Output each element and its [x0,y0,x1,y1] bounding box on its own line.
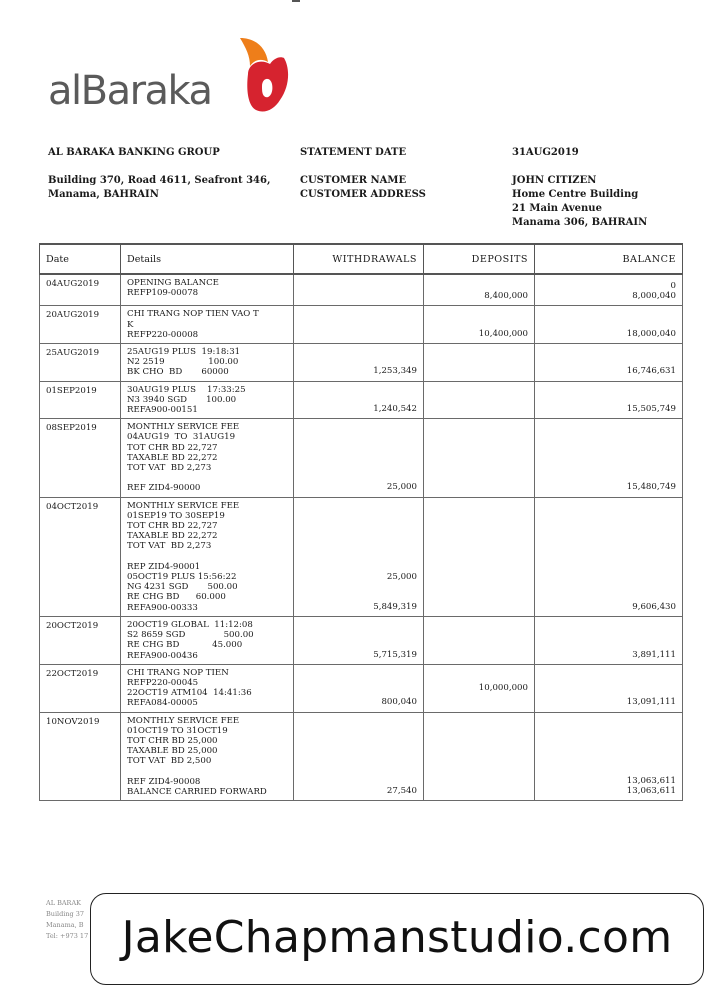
balance-value: 0 [670,281,676,291]
detail-line: REFP109-00078 [127,288,199,299]
detail-line: TAXABLE BD 22,272 [127,531,218,542]
cell-balance [535,497,683,616]
cell-date: 04OCT2019 [40,497,121,616]
cell-balance [535,419,683,497]
footer-line: Tel: +973 17 [46,932,89,940]
detail-line: MONTHLY SERVICE FEE [127,422,240,433]
detail-line: NG 4231 SGD 500.00 [127,582,238,593]
detail-line: 30AUG19 PLUS 17:33:25 [127,384,246,395]
balance-value: 15,505,749 [626,404,676,415]
detail-line [127,473,287,483]
detail-line: REFA900-00333 [127,602,198,613]
customer-name-label: CUSTOMER NAME [300,175,407,186]
customer-address-line: 21 Main Avenue [512,203,602,214]
table-row [40,381,683,419]
cell-details [121,712,294,801]
cell-balance [535,616,683,664]
transactions-body [40,274,683,801]
detail-line [127,767,287,777]
cell-withdrawal [294,616,424,664]
withdrawal-value: 1,240,542 [373,404,417,415]
cell-balance [535,306,683,344]
detail-line: TOT VAT BD 2,273 [127,463,212,474]
cell-deposit [424,381,535,419]
cell-date: 01SEP2019 [40,381,121,419]
balance-value: 3,891,111 [632,649,676,660]
cell-details [121,344,294,382]
detail-line: MONTHLY SERVICE FEE [127,715,240,726]
col-header-withdrawals: WITHDRAWALS [294,244,424,274]
transactions-table [39,243,683,801]
bank-footer [46,898,88,942]
balance-value: 18,000,040 [626,328,676,339]
cell-withdrawal [294,381,424,419]
watermark-banner: JakeChapmanstudio.com [90,893,704,985]
bank-name: AL BARAKA BANKING GROUP [48,147,220,158]
table-row [40,306,683,344]
bank-address-line: Building 370, Road 4611, Seafront 346, [48,175,271,186]
cell-deposit [424,344,535,382]
detail-line: TOT CHR BD 25,000 [127,735,218,746]
table-row [40,274,683,306]
withdrawal-value: 800,040 [381,697,417,708]
cell-withdrawal [294,274,424,306]
detail-line: S2 8659 SGD 500.00 [127,630,254,641]
cell-details [121,497,294,616]
cell-balance [535,344,683,382]
cell-withdrawal [294,419,424,497]
cell-details [121,274,294,306]
detail-line: REF ZID4-90000 [127,483,201,494]
cell-deposit [424,616,535,664]
cell-date: 10NOV2019 [40,712,121,801]
detail-line: RE CHG BD 60.000 [127,592,226,603]
cell-withdrawal [294,306,424,344]
statement-date-value: 31AUG2019 [512,147,579,158]
detail-line: RE CHG BD 45.000 [127,640,243,651]
detail-line: 22OCT19 ATM104 14:41:36 [127,688,252,699]
bank-address-line: Manama, BAHRAIN [48,189,159,200]
balance-value: 13,063,611 [626,775,676,786]
balance-value: 16,746,631 [626,366,676,377]
cell-date: 20AUG2019 [40,306,121,344]
cell-withdrawal [294,497,424,616]
detail-line: CHI TRANG NOP TIEN [127,667,229,678]
statement-labels [300,146,500,202]
detail-line: 01OCT19 TO 31OCT19 [127,725,228,736]
balance-value: 9,606,430 [632,601,676,612]
col-header-deposits: DEPOSITS [424,244,535,274]
withdrawal-fee-value: 25,000 [386,571,417,582]
cell-date: 22OCT2019 [40,664,121,712]
cell-deposit: 8,400,000 [424,274,535,306]
cell-details [121,306,294,344]
detail-line: REFA084-00005 [127,698,198,709]
cell-details [121,381,294,419]
detail-line: TOT VAT BD 2,273 [127,541,212,552]
detail-line: MONTHLY SERVICE FEE [127,500,240,511]
withdrawal-value: 25,000 [386,482,417,493]
statement-date-label: STATEMENT DATE [300,147,407,158]
detail-line: REFA900-00436 [127,650,198,661]
cell-balance [535,664,683,712]
detail-line: REFP220-00008 [127,329,199,340]
withdrawal-value: 1,253,349 [373,366,417,377]
table-row [40,344,683,382]
detail-line: TOT CHR BD 22,727 [127,442,218,453]
detail-line: REF ZID4-90008 [127,776,201,787]
cell-date: 04AUG2019 [40,274,121,306]
withdrawal-value: 5,849,319 [373,601,417,612]
cell-withdrawal [294,712,424,801]
cell-details [121,419,294,497]
cell-withdrawal [294,344,424,382]
col-header-details: Details [121,244,294,274]
albaraka-logo [48,34,298,124]
detail-line: TAXABLE BD 25,000 [127,746,218,757]
logo-droplet-icon [226,34,294,118]
cell-details [121,664,294,712]
detail-line: K [127,319,134,330]
cell-date: 20OCT2019 [40,616,121,664]
detail-line: CHI TRANG NOP TIEN VAO T [127,309,259,320]
cell-balance [535,712,683,801]
withdrawal-value: 5,715,319 [373,649,417,660]
cell-deposit [424,497,535,616]
footer-line: Manama, B [46,921,84,929]
customer-address-label: CUSTOMER ADDRESS [300,189,426,200]
detail-line [127,552,287,562]
detail-line: TOT CHR BD 22,727 [127,521,218,532]
detail-line: OPENING BALANCE [127,278,219,288]
detail-line: REP ZID4-90001 [127,561,201,572]
withdrawal-value: 27,540 [386,785,417,796]
detail-line: TOT VAT BD 2,500 [127,756,212,767]
statement-values [512,146,702,230]
cell-withdrawal [294,664,424,712]
detail-line: REFA900-00151 [127,405,198,416]
table-row [40,664,683,712]
balance-value: 8,000,040 [632,291,676,302]
detail-line: 04AUG19 TO 31AUG19 [127,432,236,443]
col-header-balance: BALANCE [535,244,683,274]
logo-wordmark: alBaraka [48,68,212,114]
table-row [40,712,683,801]
col-header-date: Date [40,244,121,274]
footer-line: AL BARAK [46,899,81,907]
footer-line: Building 37 [46,910,85,918]
detail-line: BALANCE CARRIED FORWARD [127,786,267,797]
cell-balance [535,274,683,306]
detail-line: 05OCT19 PLUS 15:56:22 [127,572,237,583]
cell-details [121,616,294,664]
detail-line: TAXABLE BD 22,272 [127,452,218,463]
cell-deposit: 10,400,000 [424,306,535,344]
table-row [40,616,683,664]
detail-line: BK CHO BD 60000 [127,367,229,378]
detail-line: N2 2519 100.00 [127,357,239,368]
table-row [40,497,683,616]
cell-deposit: 10,000,000 [424,664,535,712]
cell-deposit [424,419,535,497]
detail-line: N3 3940 SGD 100.00 [127,394,237,405]
cell-deposit [424,712,535,801]
balance-value: 13,091,111 [626,697,676,708]
detail-line: 20OCT19 GLOBAL 11:12:08 [127,619,253,630]
cell-date: 08SEP2019 [40,419,121,497]
top-edge-mark [292,0,300,2]
balance-value: 15,480,749 [626,482,676,493]
detail-line: 25AUG19 PLUS 19:18:31 [127,347,241,358]
table-row [40,419,683,497]
detail-line: REFP220-00045 [127,677,199,688]
customer-address-line: Home Centre Building [512,189,639,200]
balance-value: 13,063,611 [626,785,676,796]
cell-balance [535,381,683,419]
cell-date: 25AUG2019 [40,344,121,382]
table-header-row [40,244,683,274]
detail-line: 01SEP19 TO 30SEP19 [127,510,225,521]
bank-info [48,146,288,202]
customer-address-line: Manama 306, BAHRAIN [512,217,648,228]
customer-name-value: JOHN CITIZEN [512,175,597,186]
